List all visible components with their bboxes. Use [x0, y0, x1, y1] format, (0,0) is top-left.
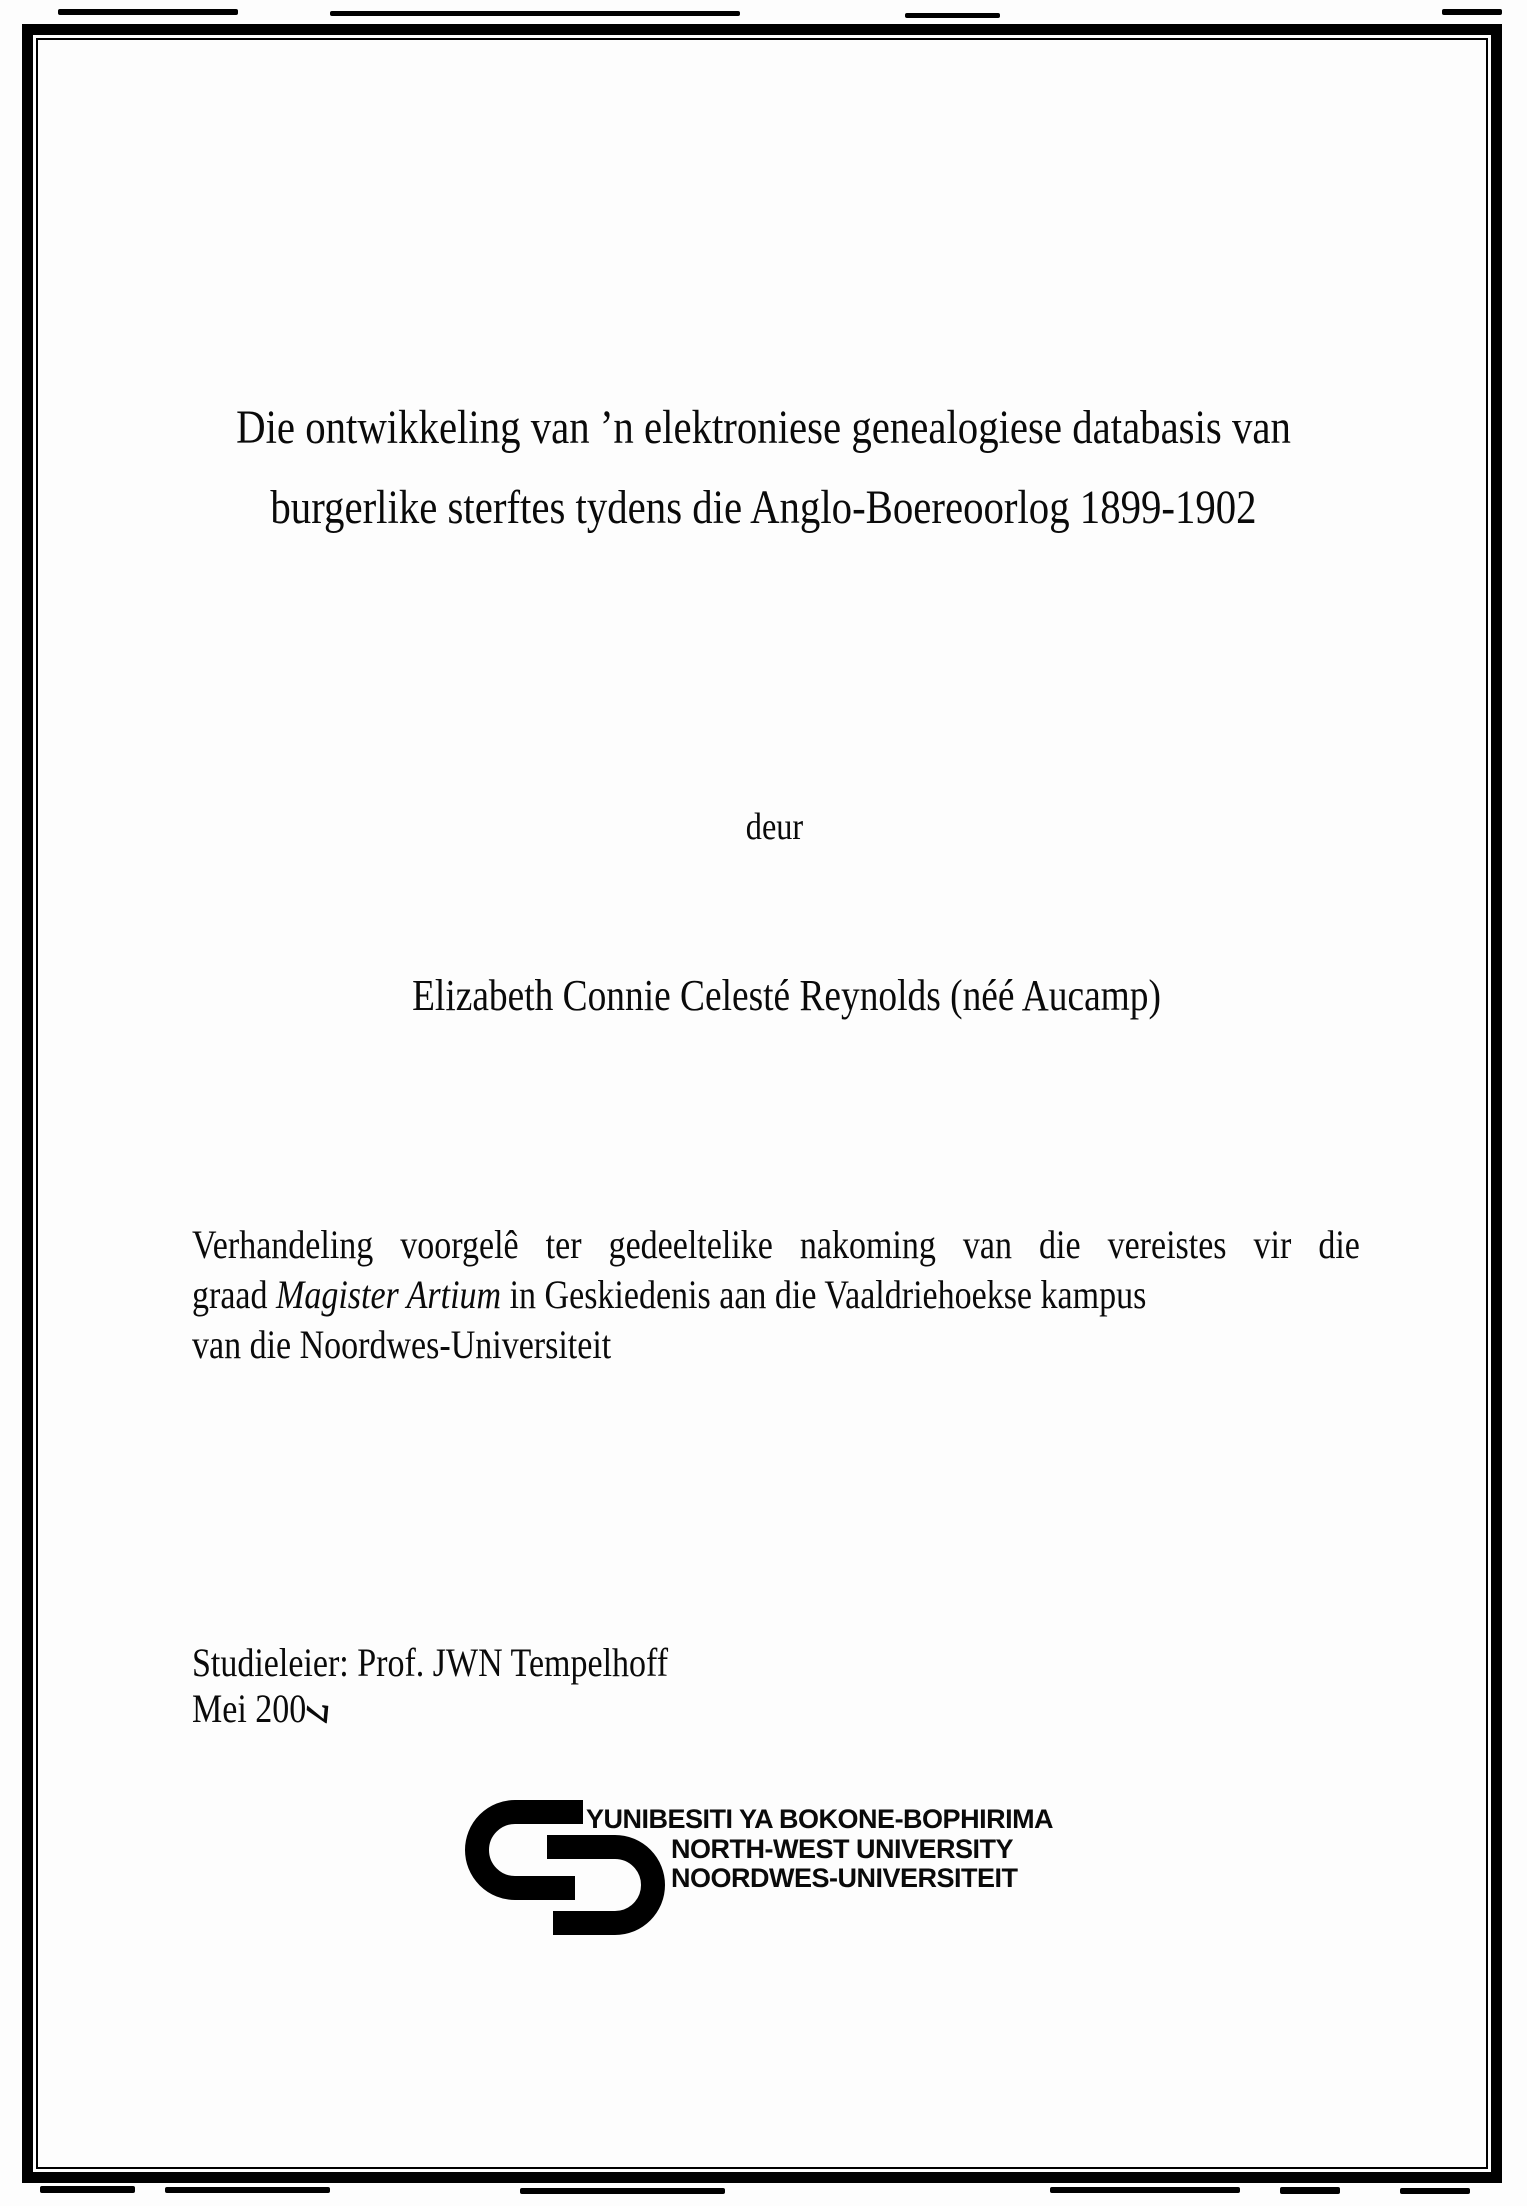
scan-artifact [905, 13, 1000, 18]
scan-artifact [1280, 2187, 1340, 2194]
degree-statement-line2-suffix: in Geskiedenis aan die Vaaldriehoekse kampus [501, 1272, 1147, 1317]
date-line [192, 1686, 668, 1732]
date-artifact-glyph: 7 [298, 1700, 337, 1726]
degree-statement-line1: Verhandeling voorgelê ter gedeeltelike nakoming van die vereistes vir die [192, 1222, 1360, 1267]
degree-statement [192, 1220, 1360, 1370]
logo-text-afrikaans: NOORDWES-UNIVERSITEIT [671, 1863, 1018, 1893]
thesis-title-line1: Die ontwikkeling van ’n elektroniese genealogiese databasis van [236, 401, 1291, 454]
scan-artifact [58, 9, 238, 15]
degree-statement-line2 [192, 1270, 1360, 1320]
scan-artifact [1400, 2188, 1470, 2194]
supervisor-block [192, 1640, 668, 1732]
scan-artifact [520, 2188, 725, 2194]
scan-artifact [1050, 2187, 1240, 2193]
scan-artifact [330, 11, 740, 16]
degree-statement-line2-prefix: graad [192, 1272, 277, 1317]
byline-preposition: deur [745, 806, 804, 848]
degree-statement-line3: van die Noordwes-Universiteit [192, 1322, 612, 1367]
logo-text-english: NORTH-WEST UNIVERSITY [671, 1834, 1014, 1864]
degree-statement-line2-italic: Magister Artium [276, 1272, 502, 1317]
thesis-title [115, 388, 1413, 548]
scan-artifact [1442, 9, 1502, 15]
supervisor-line: Studieleier: Prof. JWN Tempelhoff [192, 1640, 669, 1685]
scan-artifact [165, 2187, 330, 2193]
author-name: Elizabeth Connie Celesté Reynolds (néé Aucamp) [412, 971, 1161, 1020]
logo-text-setswana: YUNIBESITI YA BOKONE-BOPHIRIMA [586, 1804, 1054, 1834]
scan-artifact [40, 2186, 135, 2193]
thesis-title-line2: burgerlike sterftes tydens die Anglo-Boereoorlog 1899-1902 [270, 481, 1257, 534]
date-prefix: Mei 200 [192, 1686, 307, 1731]
